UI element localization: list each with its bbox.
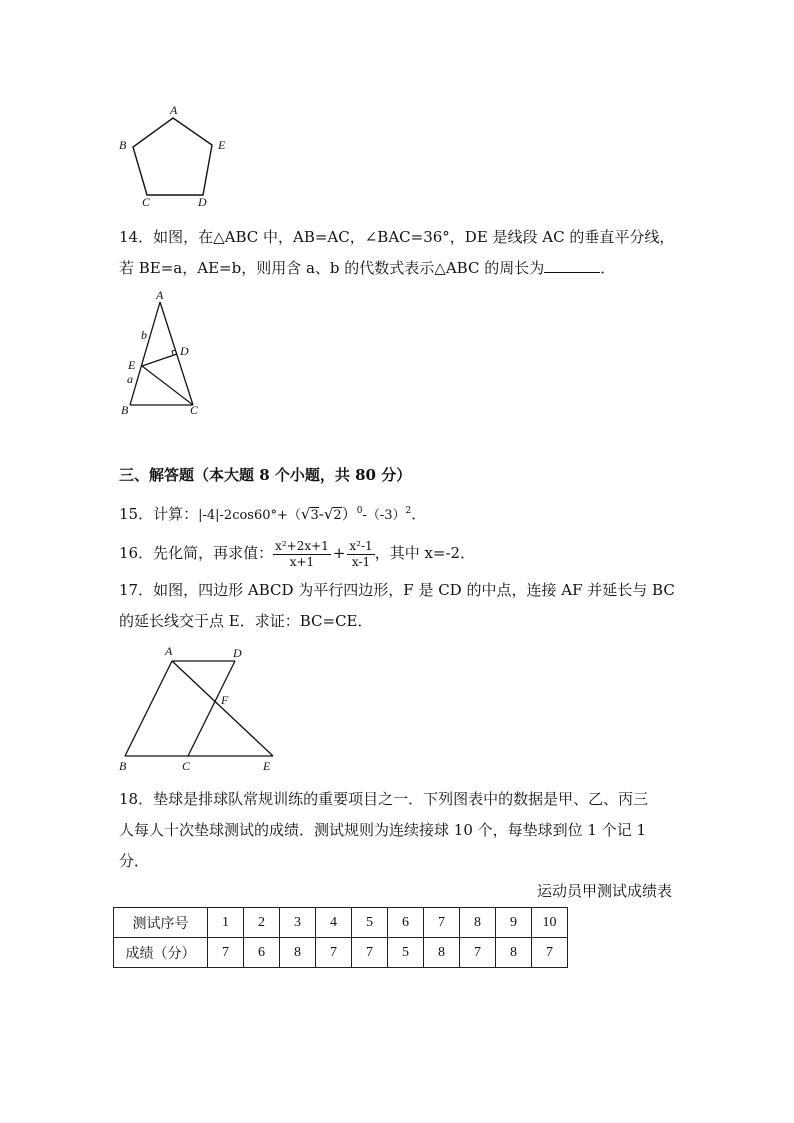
pentagon-label-b: B [119, 138, 127, 152]
q14-line2-end: ． [600, 259, 616, 277]
table-row [114, 908, 568, 938]
q15-exp2: 2 [405, 506, 412, 516]
side-dc [188, 661, 235, 756]
q15-close: ） [341, 505, 357, 523]
q18-score-table [113, 907, 568, 968]
q15-end: ． [411, 505, 427, 523]
q15-abs: |-4| [198, 508, 220, 523]
table-cell: 7 [532, 938, 568, 968]
table-cell: 4 [316, 908, 352, 938]
q15-sqrt3: √3 [300, 505, 319, 523]
q16-frac2-denominator: x-1 [351, 554, 371, 569]
para-label-a: A [165, 644, 173, 658]
pentagon-label-c: C [142, 195, 151, 209]
segment-de [142, 354, 177, 366]
tri-label-b: B [121, 403, 129, 417]
q15-prefix: 15．计算： [119, 505, 199, 523]
q18-table-title: 运动员甲测试成绩表 [536, 882, 672, 900]
pentagon-svg [115, 100, 245, 215]
q14-line2 [119, 258, 615, 278]
table-cell: 1 [208, 908, 244, 938]
q16-fraction-1 [273, 539, 331, 570]
q16-suffix: ，其中 x=-2． [374, 544, 476, 562]
para-label-e: E [263, 759, 271, 773]
q14-triangle-figure [110, 288, 220, 423]
section3-title: 三、解答题（本大题 8 个小题，共 80 分） [119, 466, 412, 484]
table-cell: 8 [496, 938, 532, 968]
q14-line2-text: 若 BE=a，AE=b，则用含 a、b 的代数式表示△ABC 的周长为 [119, 259, 545, 277]
tri-label-c: C [190, 403, 199, 417]
q15-mid: -（-3） [362, 508, 406, 523]
pentagon-label-e: E [218, 138, 226, 152]
pentagon-label-d: D [198, 195, 207, 209]
pentagon-label-a: A [170, 103, 178, 117]
para-label-b: B [119, 759, 127, 773]
q15-line [119, 501, 426, 526]
tri-label-e: E [128, 358, 136, 372]
para-label-c: C [182, 759, 191, 773]
q16-fraction-2 [347, 539, 374, 570]
side-ab [130, 302, 160, 405]
table-cell: 5 [352, 908, 388, 938]
line-ae [172, 661, 273, 756]
para-label-d: D [233, 646, 242, 660]
q15-sqrt2-value: 2 [333, 508, 342, 523]
table-cell: 7 [316, 938, 352, 968]
table-cell: 8 [460, 908, 496, 938]
q16-line [119, 536, 475, 570]
q17-line2: 的延长线交于点 E．求证：BC=CE． [119, 612, 373, 630]
q16-prefix: 16．先化简，再求值： [119, 544, 274, 562]
tri-label-b-side: b [141, 328, 147, 342]
q17-parallelogram-svg [115, 643, 290, 775]
side-ab [125, 661, 172, 756]
table-cell: 9 [496, 908, 532, 938]
table-cell: 2 [244, 908, 280, 938]
table-cell: 3 [280, 908, 316, 938]
q15-sqrt2: √2 [323, 505, 342, 523]
table-cell: 7 [460, 938, 496, 968]
q16-frac1-denominator: x+1 [289, 554, 315, 569]
q16-frac1-numerator: x²+2x+1 [275, 538, 329, 553]
tri-label-a-side: a [127, 372, 133, 386]
q15-cos: -2cos60°+（ [219, 508, 301, 523]
table-cell: 7 [208, 938, 244, 968]
q16-operator: + [332, 544, 346, 562]
table-cell: 6 [388, 908, 424, 938]
table-cell: 8 [280, 938, 316, 968]
table-row [114, 938, 568, 968]
segment-ec [142, 366, 193, 405]
q18-line3: 分． [119, 852, 150, 870]
table-header-score: 成绩（分） [114, 938, 208, 968]
q14-line1: 14．如图，在△ABC 中，AB=AC，∠BAC=36°，DE 是线段 AC 的垂直平分线， [119, 228, 675, 246]
table-cell: 10 [532, 908, 568, 938]
q16-frac2-numerator: x²-1 [349, 538, 373, 553]
q17-line1: 17．如图，四边形 ABCD 为平行四边形，F 是 CD 的中点，连接 AF 并延长与 BC [119, 581, 675, 599]
table-header-test-number: 测试序号 [114, 908, 208, 938]
pentagon-shape [133, 118, 212, 195]
para-label-f: F [221, 693, 229, 707]
pentagon-figure [115, 100, 245, 215]
q15-exp0: 0 [356, 506, 363, 516]
q14-answer-blank [544, 258, 600, 273]
table-cell: 5 [388, 938, 424, 968]
table-cell: 7 [424, 908, 460, 938]
table-cell: 8 [424, 938, 460, 968]
table-cell: 6 [244, 938, 280, 968]
table-cell: 7 [352, 938, 388, 968]
q17-parallelogram-figure [115, 643, 290, 775]
q15-minus: - [318, 505, 324, 523]
q15-sqrt3-value: 3 [310, 508, 319, 523]
tri-label-d: D [180, 344, 189, 358]
tri-label-a: A [156, 288, 164, 302]
q18-line1: 18．垫球是排球队常规训练的重要项目之一．下列图表中的数据是甲、乙、丙三 [119, 790, 649, 808]
q18-line2: 人每人十次垫球测试的成绩．测试规则为连续接球 10 个，每垫球到位 1 个记 1 [119, 821, 647, 839]
